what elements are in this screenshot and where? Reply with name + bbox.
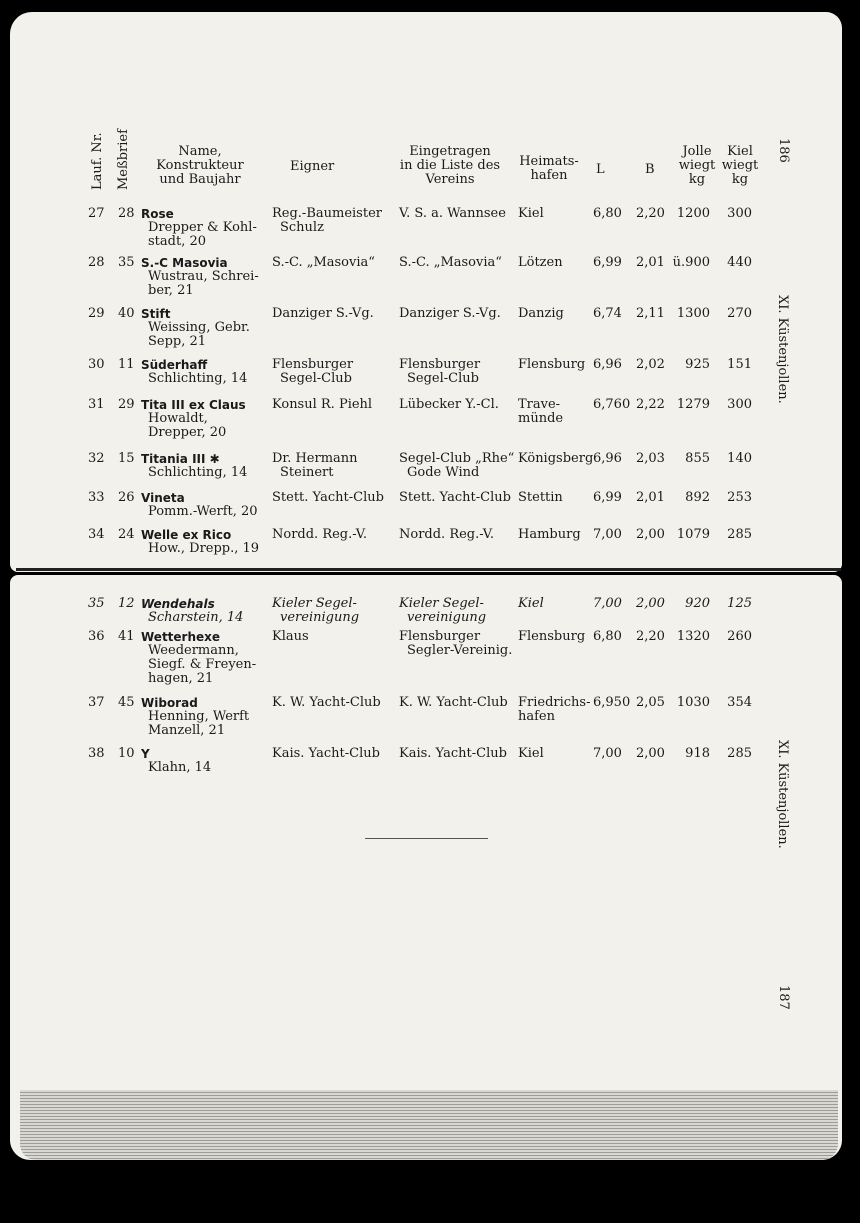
- row-builder: Weissing, Gebr.: [148, 320, 250, 335]
- row-kiel: 253: [727, 490, 752, 505]
- row-builder: Wustrau, Schrei-: [148, 269, 259, 284]
- row-eigner: Segel-Club: [280, 371, 352, 386]
- row-verein: K. W. Yacht-Club: [399, 695, 508, 710]
- row-mess: 11: [118, 357, 135, 372]
- row-kiel: 285: [727, 746, 752, 761]
- row-lauf: 31: [88, 397, 105, 412]
- row-name: Wendehals: [141, 597, 215, 611]
- end-rule: [365, 838, 488, 839]
- row-hafen: Hamburg: [518, 527, 581, 542]
- row-builder: Klahn, 14: [148, 760, 212, 775]
- row-lauf: 27: [88, 206, 105, 221]
- header-name-1: Name,: [178, 144, 222, 159]
- row-name: Y: [141, 747, 150, 761]
- header-l: L: [596, 162, 605, 177]
- header-b: B: [645, 162, 655, 177]
- row-lauf: 37: [88, 695, 105, 710]
- header-kiel-1: Kiel: [727, 144, 753, 159]
- header-eing-1: Eingetragen: [409, 144, 491, 159]
- header-eing-2: in die Liste des: [399, 158, 501, 173]
- row-lauf: 28: [88, 255, 105, 270]
- row-mess: 40: [118, 306, 135, 321]
- row-l: 7,00: [593, 527, 622, 542]
- row-builder: Drepper, 20: [148, 425, 227, 440]
- row-b: 2,00: [636, 596, 665, 611]
- row-b: 2,03: [636, 451, 665, 466]
- row-lauf: 34: [88, 527, 105, 542]
- row-verein: Kieler Segel-: [399, 596, 484, 611]
- row-verein: Segler-Vereinig.: [407, 643, 513, 658]
- row-b: 2,01: [636, 255, 665, 270]
- row-l: 6,80: [593, 629, 622, 644]
- row-b: 2,20: [636, 206, 665, 221]
- row-name: Rose: [141, 207, 174, 221]
- row-l: 7,00: [593, 596, 622, 611]
- row-eigner: Konsul R. Piehl: [272, 397, 373, 412]
- row-kiel: 260: [727, 629, 752, 644]
- row-l: 6,80: [593, 206, 622, 221]
- row-eigner: Nordd. Reg.-V.: [272, 527, 367, 542]
- gutter: [16, 568, 841, 571]
- row-l: 6,99: [593, 490, 622, 505]
- row-jolle: 855: [685, 451, 710, 466]
- row-mess: 24: [118, 527, 135, 542]
- row-name: Titania III ✱: [141, 452, 220, 466]
- row-kiel: 140: [727, 451, 752, 466]
- row-eigner: Klaus: [272, 629, 309, 644]
- row-name: Vineta: [141, 491, 185, 505]
- row-verein: Gode Wind: [407, 465, 480, 480]
- row-name: Wiborad: [141, 696, 198, 710]
- row-lauf: 38: [88, 746, 105, 761]
- row-builder: Schlichting, 14: [148, 465, 248, 480]
- row-lauf: 35: [88, 596, 105, 611]
- header-name-3: und Baujahr: [159, 172, 241, 187]
- row-kiel: 300: [727, 397, 752, 412]
- row-jolle: 1300: [676, 306, 710, 321]
- row-verein: Nordd. Reg.-V.: [399, 527, 494, 542]
- row-builder: Manzell, 21: [148, 723, 226, 738]
- row-verein: Danziger S.-Vg.: [399, 306, 501, 321]
- row-eigner: K. W. Yacht-Club: [272, 695, 381, 710]
- row-eigner: Kais. Yacht-Club: [272, 746, 380, 761]
- header-mess: Meßbrief: [116, 129, 131, 190]
- row-eigner: Reg.-Baumeister: [272, 206, 382, 221]
- row-builder: Pomm.-Werft, 20: [148, 504, 258, 519]
- row-lauf: 33: [88, 490, 105, 505]
- row-hafen: Danzig: [518, 306, 564, 321]
- row-builder: Sepp, 21: [148, 334, 207, 349]
- book-page-top: [10, 12, 842, 572]
- row-hafen: Flensburg: [518, 357, 586, 372]
- row-hafen: Königsberg: [518, 451, 594, 466]
- row-hafen: hafen: [518, 709, 556, 724]
- row-builder: Weedermann,: [148, 643, 239, 658]
- row-l: 6,760: [593, 397, 631, 412]
- row-verein: Kais. Yacht-Club: [399, 746, 507, 761]
- row-eigner: Schulz: [280, 220, 324, 235]
- row-b: 2,11: [636, 306, 665, 321]
- row-b: 2,00: [636, 746, 665, 761]
- row-b: 2,01: [636, 490, 665, 505]
- header-jolle-3: kg: [688, 172, 706, 187]
- header-lauf: Lauf. Nr.: [90, 132, 105, 190]
- row-eigner: Steinert: [280, 465, 334, 480]
- row-l: 7,00: [593, 746, 622, 761]
- row-kiel: 270: [727, 306, 752, 321]
- row-kiel: 151: [727, 357, 752, 372]
- row-verein: S.-C. „Masovia“: [399, 255, 502, 270]
- row-hafen: Kiel: [518, 206, 544, 221]
- row-kiel: 354: [727, 695, 752, 710]
- row-verein: vereinigung: [407, 610, 487, 625]
- row-kiel: 285: [727, 527, 752, 542]
- row-mess: 26: [118, 490, 135, 505]
- header-heimat: [514, 155, 584, 183]
- row-jolle: 892: [685, 490, 710, 505]
- row-builder: Schlichting, 14: [148, 371, 248, 386]
- header-jolle: [676, 145, 718, 187]
- row-kiel: 440: [727, 255, 752, 270]
- row-eigner: Danziger S.-Vg.: [272, 306, 374, 321]
- row-hafen: Friedrichs-: [518, 695, 591, 710]
- row-builder: ber, 21: [148, 283, 194, 298]
- row-mess: 10: [118, 746, 135, 761]
- row-verein: V. S. a. Wannsee: [399, 206, 506, 221]
- header-eingetragen: [390, 145, 510, 187]
- row-l: 6,96: [593, 451, 622, 466]
- book-page-bottom: [10, 575, 842, 1160]
- page-number-top: 186: [776, 138, 791, 163]
- row-hafen: Kiel: [518, 746, 544, 761]
- row-l: 6,950: [593, 695, 631, 710]
- row-builder: Siegf. & Freyen-: [148, 657, 257, 672]
- page-edges: [20, 1090, 838, 1160]
- row-lauf: 36: [88, 629, 105, 644]
- header-jolle-1: Jolle: [682, 144, 712, 159]
- header-name-2: Konstrukteur: [156, 158, 244, 173]
- row-jolle: 1079: [676, 527, 710, 542]
- header-kiel: [719, 145, 761, 187]
- row-jolle: 925: [685, 357, 710, 372]
- row-verein: Segel-Club „Rhe“: [399, 451, 515, 466]
- row-b: 2,05: [636, 695, 665, 710]
- header-name: [140, 145, 260, 187]
- row-mess: 41: [118, 629, 135, 644]
- row-b: 2,20: [636, 629, 665, 644]
- row-jolle: 1320: [676, 629, 710, 644]
- row-jolle: 1200: [676, 206, 710, 221]
- header-heimat-1: Heimats-: [519, 154, 579, 169]
- row-mess: 35: [118, 255, 135, 270]
- row-b: 2,02: [636, 357, 665, 372]
- row-builder: stadt, 20: [148, 234, 206, 249]
- row-builder: Drepper & Kohl-: [148, 220, 257, 235]
- row-mess: 15: [118, 451, 135, 466]
- row-eigner: Dr. Hermann: [272, 451, 358, 466]
- row-eigner: Stett. Yacht-Club: [272, 490, 384, 505]
- row-hafen: münde: [518, 411, 564, 426]
- section-title-top: XI. Küstenjollen.: [775, 295, 790, 404]
- row-mess: 29: [118, 397, 135, 412]
- row-name: S.-C Masovia: [141, 256, 228, 270]
- row-b: 2,00: [636, 527, 665, 542]
- row-name: Wetterhexe: [141, 630, 221, 644]
- row-verein: Lübecker Y.-Cl.: [399, 397, 499, 412]
- row-verein: Stett. Yacht-Club: [399, 490, 511, 505]
- row-mess: 12: [118, 596, 135, 611]
- header-heimat-2: hafen: [530, 168, 568, 183]
- row-verein: Flensburger: [399, 357, 481, 372]
- row-l: 6,99: [593, 255, 622, 270]
- row-jolle: 920: [685, 596, 710, 611]
- row-hafen: Trave-: [518, 397, 561, 412]
- row-builder: How., Drepp., 19: [148, 541, 260, 556]
- row-hafen: Flensburg: [518, 629, 586, 644]
- row-name: Stift: [141, 307, 171, 321]
- row-verein: Flensburger: [399, 629, 481, 644]
- row-kiel: 300: [727, 206, 752, 221]
- row-hafen: Stettin: [518, 490, 563, 505]
- row-lauf: 32: [88, 451, 105, 466]
- row-hafen: Kiel: [518, 596, 544, 611]
- row-l: 6,96: [593, 357, 622, 372]
- header-kiel-3: kg: [731, 172, 749, 187]
- header-eing-3: Vereins: [425, 172, 475, 187]
- row-eigner: vereinigung: [280, 610, 360, 625]
- section-title-bottom: XI. Küstenjollen.: [775, 740, 790, 849]
- row-b: 2,22: [636, 397, 665, 412]
- row-builder: Henning, Werft: [148, 709, 250, 724]
- row-jolle: 918: [685, 746, 710, 761]
- row-lauf: 30: [88, 357, 105, 372]
- row-builder: Scharstein, 14: [148, 610, 244, 625]
- row-eigner: Kieler Segel-: [272, 596, 357, 611]
- row-name: Welle ex Rico: [141, 528, 232, 542]
- row-mess: 45: [118, 695, 135, 710]
- header-kiel-2: wiegt: [721, 158, 759, 173]
- page-number-bottom: 187: [776, 985, 791, 1010]
- row-jolle: ü.900: [672, 255, 710, 270]
- row-name: Süderhaff: [141, 358, 208, 372]
- header-jolle-2: wiegt: [678, 158, 716, 173]
- row-builder: hagen, 21: [148, 671, 214, 686]
- row-lauf: 29: [88, 306, 105, 321]
- row-mess: 28: [118, 206, 135, 221]
- row-eigner: Flensburger: [272, 357, 354, 372]
- row-hafen: Lötzen: [518, 255, 563, 270]
- row-kiel: 125: [727, 596, 752, 611]
- row-eigner: S.-C. „Masovia“: [272, 255, 375, 270]
- row-builder: Howaldt,: [148, 411, 208, 426]
- row-l: 6,74: [593, 306, 622, 321]
- header-eigner: Eigner: [290, 159, 335, 174]
- row-jolle: 1030: [676, 695, 710, 710]
- row-jolle: 1279: [676, 397, 710, 412]
- row-name: Tita III ex Claus: [141, 398, 246, 412]
- row-verein: Segel-Club: [407, 371, 479, 386]
